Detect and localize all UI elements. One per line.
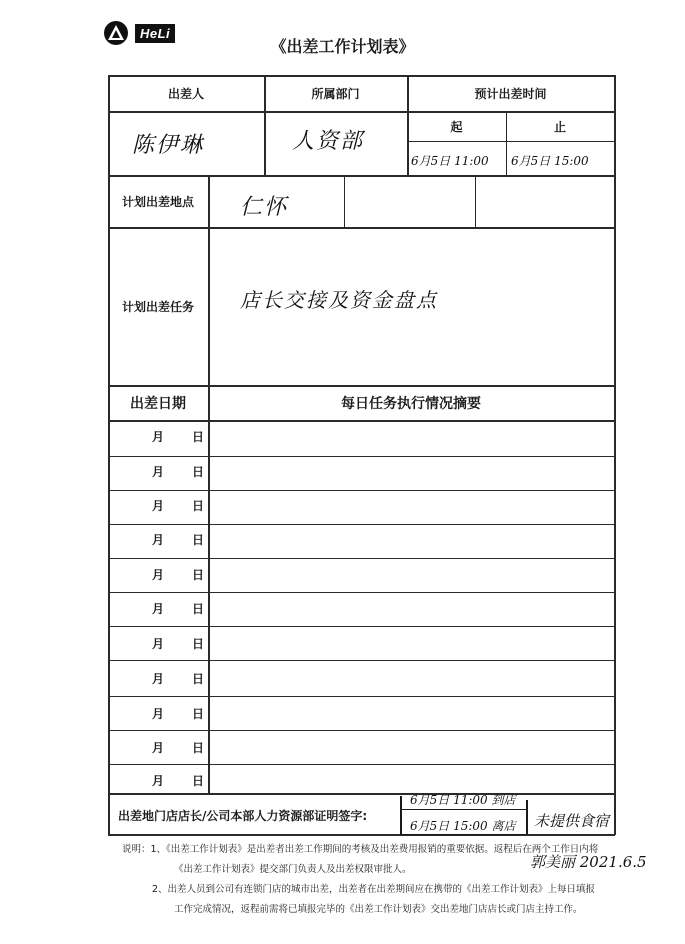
note-1-line-2: 《出差工作计划表》提交部门负责人及出差权限审批人。 [174,864,412,875]
signature-name-date: 郭美丽 2021.6.5 [530,853,647,871]
month-label: 月 [152,568,165,582]
task-value: 店长交接及资金盘点 [240,288,438,312]
day-label: 日 [192,533,205,547]
day-label: 日 [192,637,205,651]
department-value: 人资部 [292,129,365,154]
day-label: 日 [192,774,205,788]
end-label: 止 [553,119,566,134]
day-label: 日 [192,707,205,721]
date-label: 出差日期 [130,395,186,412]
day-label: 日 [192,465,205,479]
note-1-line-1: 说明：1、《出差工作计划表》是出差者出差工作期间的考核及出差费用报销的重要依据。返程后在两个工作日内将 [122,844,599,855]
day-label: 日 [192,499,205,513]
signature-line-2: 6月5日 15:00 离店 [410,819,516,833]
month-label: 月 [152,602,165,616]
month-label: 月 [152,499,165,513]
month-label: 月 [152,465,165,479]
signature-label: 出差地门店店长/公司本部人力资源部证明签字: [118,809,368,823]
month-label: 月 [152,774,165,788]
traveler-value: 陈伊琳 [132,133,205,158]
month-label: 月 [152,533,165,547]
summary-label: 每日任务执行情况摘要 [341,395,481,412]
end-time-value: 6月5日 15:00 [511,154,589,168]
day-label: 日 [192,602,205,616]
traveler-label: 出差人 [167,86,204,101]
department-label: 所属部门 [311,86,360,101]
day-label: 日 [192,568,205,582]
start-label: 起 [450,119,463,134]
note-2-line-1: 2、出差人员到公司有连锁门店的城市出差，出差者在出差期间应在携带的《出差工作计划表》上每日填报 [152,884,596,895]
month-label: 月 [152,637,165,651]
day-label: 日 [192,430,205,444]
day-label: 日 [192,741,205,755]
month-label: 月 [152,672,165,686]
expected-time-label: 预计出差时间 [474,86,547,101]
day-label: 日 [192,672,205,686]
note-2-line-2: 工作完成情况，返程前需将已填报完毕的《出差工作计划表》交出差地门店店长或门店主持工作。 [174,904,583,915]
brand-name: HeLi [135,24,175,43]
signature-remark: 未提供食宿 [534,812,610,830]
month-label: 月 [152,707,165,721]
month-label: 月 [152,741,165,755]
month-label: 月 [152,430,165,444]
signature-line-1: 6月5日 11:00 到店 [410,793,516,807]
location-value: 仁怀 [240,195,289,220]
task-label: 计划出差任务 [121,299,194,314]
location-label: 计划出差地点 [121,194,194,209]
start-time-value: 6月5日 11:00 [411,154,489,168]
page-title: 《出差工作计划表》 [270,37,415,56]
